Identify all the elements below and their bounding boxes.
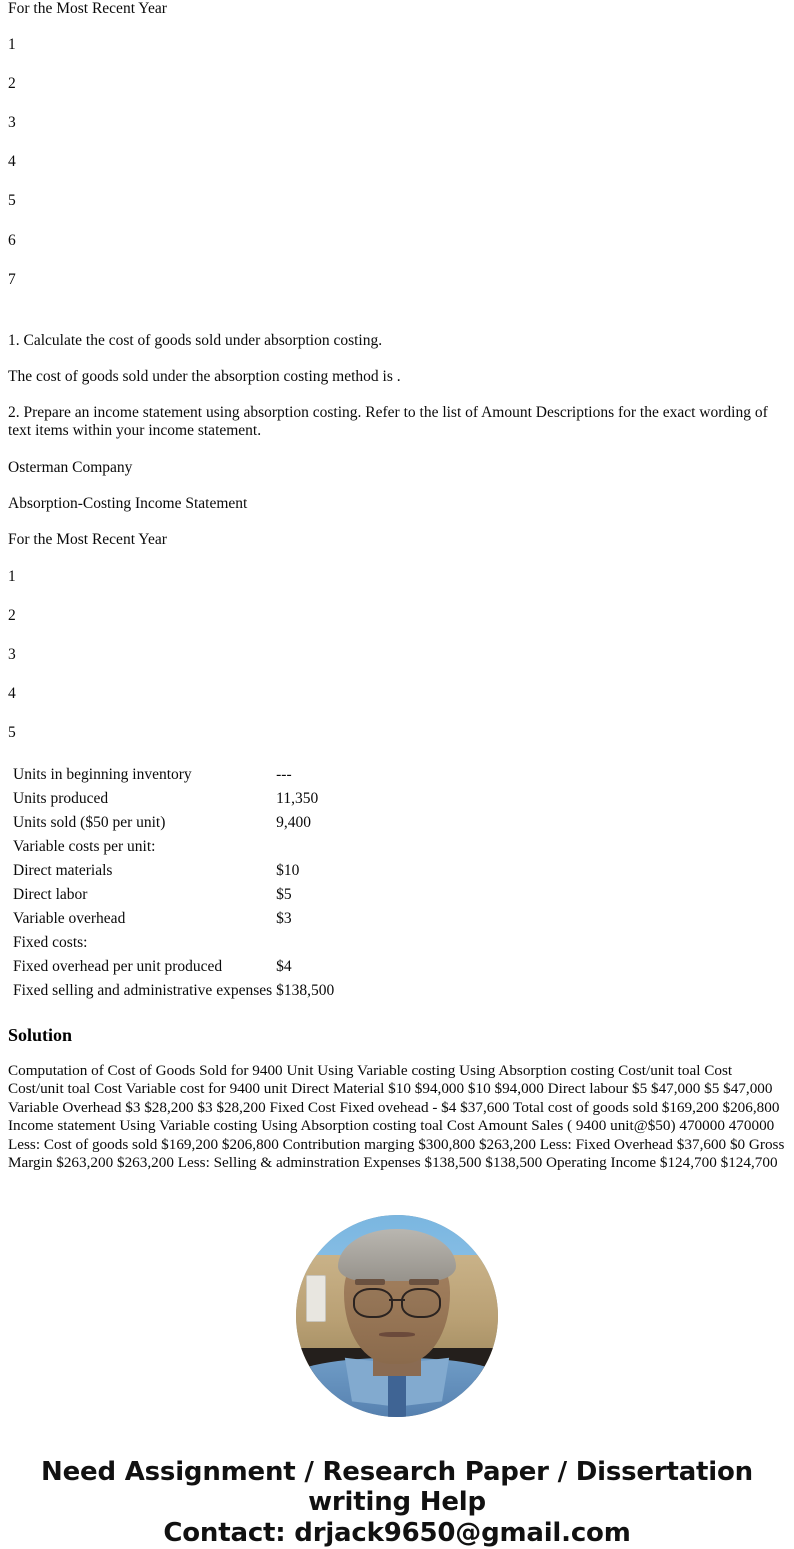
spacer [8, 288, 786, 310]
table-row [8, 763, 334, 787]
promo-line-1: Need Assignment / Research Paper / Dissertation [41, 1456, 753, 1487]
table-row [8, 955, 334, 979]
list-item: 6 [8, 231, 16, 249]
top-heading: For the Most Recent Year [8, 0, 167, 17]
solution-body: Computation of Cost of Goods Sold for 9400 Unit Using Variable costing Using Absorption costing Cost/unit toal Cost Cost/unit toal Cost Variable cost for 9400 unit Direct Material $10 $94,000 $10 $94,000 Direct labour $5 $47,000 $5 $47,000 Variable Overhead $3 $28,200 $3 $28,200 Fixed Cost Fixed ovehead - $4 $37,600 Total cost of goods sold $169,200 $206,800 Income statement Using Variable costing Using Absorption costing toal Cost Amount Sales ( 9400 unit@$50) 470000 470000 Less: Cost of goods sold $169,200 $206,800 Contribution marging $300,800 $263,200 Less: Fixed Overhead $37,600 $0 Gross Margin $263,200 $263,200 Less: Selling & adminstration Expenses $138,500 $138,500 Operating Income $124,700 $124,700 [8, 1061, 785, 1172]
table-cell-value: --- [276, 765, 292, 783]
list-item: 1 [8, 567, 16, 585]
photo-light-switch [306, 1275, 326, 1321]
table-cell-value: $4 [276, 957, 292, 975]
table-cell-label: Units produced [13, 789, 109, 807]
spacer [8, 310, 786, 332]
photo-eyeglass-bridge [389, 1299, 405, 1301]
table-cell-label: Units sold ($50 per unit) [13, 813, 166, 831]
company-name: Osterman Company [8, 458, 133, 476]
promo-banner [8, 1457, 786, 1549]
table-cell-value: $138,500 [276, 981, 335, 999]
list-item: 1 [8, 36, 16, 54]
table-cell-label: Fixed costs: [13, 933, 88, 951]
table-cell-value [276, 931, 334, 955]
table-cell-label: Fixed overhead per unit produced [13, 957, 223, 975]
statement-row-list [8, 568, 786, 741]
photo-eyeglass-right [401, 1288, 441, 1318]
solution-heading: Solution [8, 1024, 73, 1045]
question-1: 1. Calculate the cost of goods sold under absorption costing. [8, 331, 383, 349]
table-cell-label: Direct materials [13, 861, 113, 879]
table-row [8, 907, 334, 931]
avatar [296, 1215, 498, 1417]
table-cell-label: Variable costs per unit: [13, 837, 156, 855]
table-row [8, 979, 334, 1003]
table-cell-label: Direct labor [13, 885, 88, 903]
table-row [8, 859, 334, 883]
table-row [8, 883, 334, 907]
promo-line-2: writing Help [308, 1487, 486, 1518]
table-cell-value: 11,350 [276, 789, 319, 807]
list-item: 2 [8, 75, 16, 93]
photo-mouth [379, 1332, 415, 1337]
photo-eyebrow-right [409, 1279, 439, 1284]
list-item: 5 [8, 192, 16, 210]
table-cell-value: $10 [276, 861, 300, 879]
top-row-list [8, 36, 786, 287]
photo-eyeglass-left [353, 1288, 393, 1318]
statement-title: Absorption-Costing Income Statement [8, 495, 248, 513]
photo-tie [388, 1376, 406, 1416]
list-item: 4 [8, 153, 16, 171]
table-cell-label: Fixed selling and administrative expenses [13, 981, 273, 999]
table-cell-label: Units in beginning inventory [13, 765, 192, 783]
list-item: 3 [8, 645, 16, 663]
given-data-table [8, 763, 334, 1003]
list-item: 4 [8, 684, 16, 702]
spacer [8, 741, 786, 763]
table-row [8, 811, 334, 835]
list-item: 3 [8, 114, 16, 132]
answer-prompt-1: The cost of goods sold under the absorption costing method is . [8, 367, 401, 385]
table-row [8, 835, 334, 859]
table-row [8, 787, 334, 811]
photo-eyebrow-left [355, 1279, 385, 1284]
table-cell-label: Variable overhead [13, 909, 126, 927]
avatar-container [8, 1215, 786, 1417]
statement-period: For the Most Recent Year [8, 531, 167, 549]
promo-contact-line: Contact: drjack9650@gmail.com [163, 1518, 631, 1549]
table-cell-value [276, 835, 334, 859]
table-cell-value: 9,400 [276, 813, 312, 831]
table-row [8, 931, 334, 955]
list-item: 2 [8, 606, 16, 624]
question-2: 2. Prepare an income statement using absorption costing. Refer to the list of Amount Descriptions for the exact wording of text items within your income statement. [8, 404, 768, 440]
table-cell-value: $3 [276, 909, 292, 927]
list-item: 5 [8, 723, 16, 741]
table-cell-value: $5 [276, 885, 292, 903]
list-item: 7 [8, 270, 16, 288]
